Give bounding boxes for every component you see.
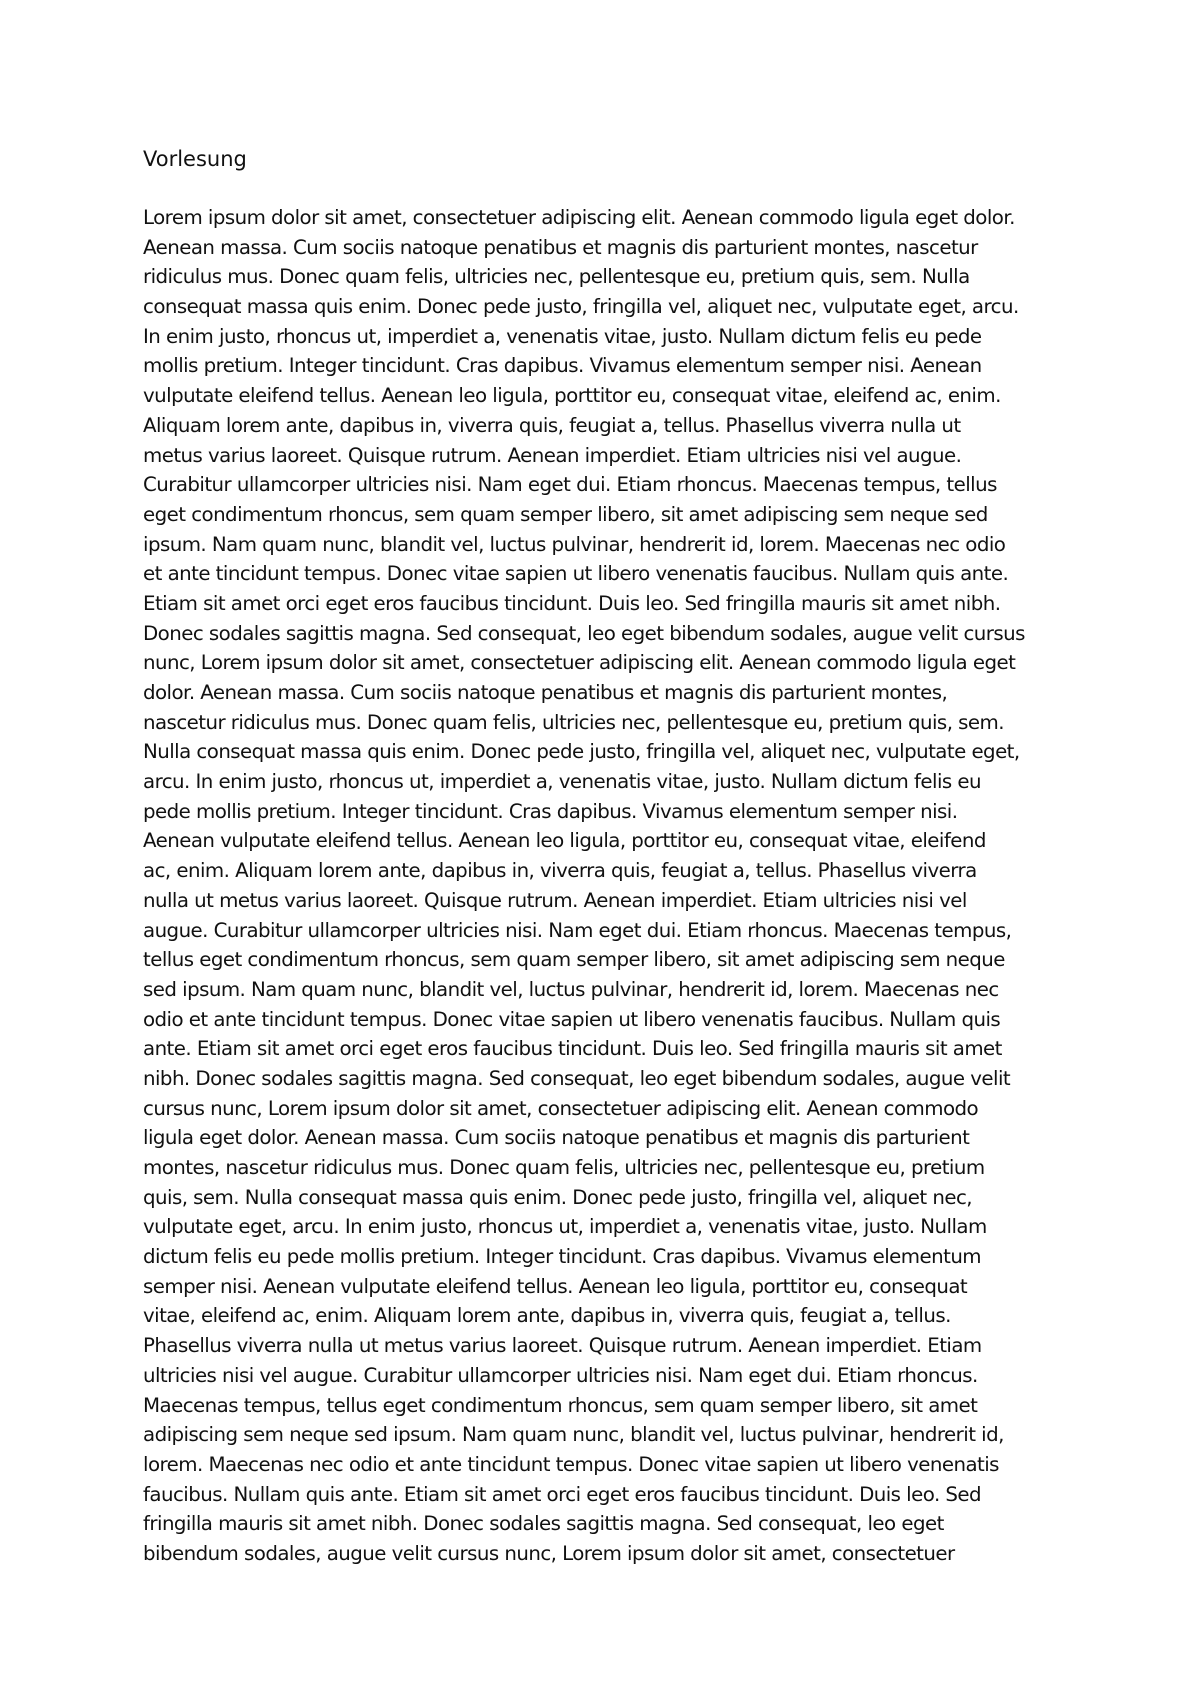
body-text-line: vitae, eleifend ac, enim. Aliquam lorem ante, dapibus in, viverra quis, feugiat a, tellus. bbox=[143, 1304, 951, 1328]
body-text-line: consequat massa quis enim. Donec pede justo, fringilla vel, aliquet nec, vulputate eget, arcu. bbox=[143, 295, 1019, 319]
body-text-line: ultricies nisi vel augue. Curabitur ullamcorper ultricies nisi. Nam eget dui. Etiam rhoncus. bbox=[143, 1363, 978, 1387]
body-text-line: augue. Curabitur ullamcorper ultricies nisi. Nam eget dui. Etiam rhoncus. Maecenas tempus, bbox=[143, 918, 1012, 942]
body-text-line: odio et ante tincidunt tempus. Donec vitae sapien ut libero venenatis faucibus. Nullam quis bbox=[143, 1007, 1001, 1031]
body-text-line: Lorem ipsum dolor sit amet, consectetuer adipiscing elit. Aenean commodo ligula eget dolor. bbox=[143, 206, 1015, 229]
body-text-line: ac, enim. Aliquam lorem ante, dapibus in, viverra quis, feugiat a, tellus. Phasellus viverra bbox=[143, 859, 977, 883]
body-text-line: nascetur ridiculus mus. Donec quam felis, ultricies nec, pellentesque eu, pretium quis, sem. bbox=[143, 710, 1004, 734]
body-text-line: mollis pretium. Integer tincidunt. Cras dapibus. Vivamus elementum semper nisi. Aenean bbox=[143, 354, 982, 378]
body-text-line: adipiscing sem neque sed ipsum. Nam quam nunc, blandit vel, luctus pulvinar, hendrerit id, bbox=[143, 1423, 1004, 1447]
body-text-line: ligula eget dolor. Aenean massa. Cum sociis natoque penatibus et magnis dis parturient bbox=[143, 1126, 970, 1150]
body-text-line: pede mollis pretium. Integer tincidunt. Cras dapibus. Vivamus elementum semper nisi. bbox=[143, 799, 958, 823]
body-text-line: vulputate eleifend tellus. Aenean leo ligula, porttitor eu, consequat vitae, eleifend ac, enim. bbox=[143, 384, 1001, 408]
body-text-line: semper nisi. Aenean vulputate eleifend tellus. Aenean leo ligula, porttitor eu, consequat bbox=[143, 1274, 968, 1298]
document-body bbox=[143, 203, 1083, 1569]
body-text-line: eget condimentum rhoncus, sem quam semper libero, sit amet adipiscing sem neque sed bbox=[143, 502, 988, 526]
body-text-line: arcu. In enim justo, rhoncus ut, imperdiet a, venenatis vitae, justo. Nullam dictum felis eu bbox=[143, 770, 982, 794]
body-text-line: ridiculus mus. Donec quam felis, ultricies nec, pellentesque eu, pretium quis, sem. Nulla bbox=[143, 265, 970, 289]
body-text-line: Nulla consequat massa quis enim. Donec pede justo, fringilla vel, aliquet nec, vulputate eget, bbox=[143, 740, 1020, 764]
body-text-line: nibh. Donec sodales sagittis magna. Sed consequat, leo eget bibendum sodales, augue velit bbox=[143, 1066, 1011, 1090]
body-text-line: tellus eget condimentum rhoncus, sem quam semper libero, sit amet adipiscing sem neque bbox=[143, 948, 1005, 972]
body-text-line: dictum felis eu pede mollis pretium. Integer tincidunt. Cras dapibus. Vivamus elementum bbox=[143, 1245, 982, 1269]
body-text-line: In enim justo, rhoncus ut, imperdiet a, venenatis vitae, justo. Nullam dictum felis eu pede bbox=[143, 324, 982, 348]
body-text-line: Aenean massa. Cum sociis natoque penatibus et magnis dis parturient montes, nascetur bbox=[143, 235, 978, 259]
body-text-line: Donec sodales sagittis magna. Sed consequat, leo eget bibendum sodales, augue velit cursus bbox=[143, 621, 1025, 645]
body-text-line: metus varius laoreet. Quisque rutrum. Aenean imperdiet. Etiam ultricies nisi vel augue. bbox=[143, 443, 962, 467]
body-text-line: quis, sem. Nulla consequat massa quis enim. Donec pede justo, fringilla vel, aliquet nec, bbox=[143, 1185, 973, 1209]
body-text-line: Curabitur ullamcorper ultricies nisi. Nam eget dui. Etiam rhoncus. Maecenas tempus, tellus bbox=[143, 473, 997, 497]
body-text-line: et ante tincidunt tempus. Donec vitae sapien ut libero venenatis faucibus. Nullam quis ante. bbox=[143, 562, 1009, 586]
body-text-line: nunc, Lorem ipsum dolor sit amet, consectetuer adipiscing elit. Aenean commodo ligula eget bbox=[143, 651, 1016, 675]
body-text-line: Phasellus viverra nulla ut metus varius laoreet. Quisque rutrum. Aenean imperdiet. Etiam bbox=[143, 1334, 982, 1358]
body-text-line: faucibus. Nullam quis ante. Etiam sit amet orci eget eros faucibus tincidunt. Duis leo. Sed bbox=[143, 1482, 982, 1506]
body-text-line: montes, nascetur ridiculus mus. Donec quam felis, ultricies nec, pellentesque eu, pretium bbox=[143, 1156, 985, 1179]
document-title: Vorlesung bbox=[143, 147, 247, 171]
body-text-line: ipsum. Nam quam nunc, blandit vel, luctus pulvinar, hendrerit id, lorem. Maecenas nec odio bbox=[143, 532, 1006, 556]
body-text-line: nulla ut metus varius laoreet. Quisque rutrum. Aenean imperdiet. Etiam ultricies nisi vel bbox=[143, 888, 967, 912]
body-text-line: cursus nunc, Lorem ipsum dolor sit amet, consectetuer adipiscing elit. Aenean commodo bbox=[143, 1096, 979, 1120]
body-text-line: lorem. Maecenas nec odio et ante tincidunt tempus. Donec vitae sapien ut libero venenatis bbox=[143, 1452, 999, 1476]
body-text-line: Aliquam lorem ante, dapibus in, viverra quis, feugiat a, tellus. Phasellus viverra nulla ut bbox=[143, 413, 961, 437]
body-text-line: Aenean vulputate eleifend tellus. Aenean leo ligula, porttitor eu, consequat vitae, eleifend bbox=[143, 829, 986, 853]
body-text-line: Etiam sit amet orci eget eros faucibus tincidunt. Duis leo. Sed fringilla mauris sit amet nibh. bbox=[143, 591, 1001, 615]
body-text-line: bibendum sodales, augue velit cursus nunc, Lorem ipsum dolor sit amet, consectetuer bbox=[143, 1541, 955, 1565]
body-text-line: sed ipsum. Nam quam nunc, blandit vel, luctus pulvinar, hendrerit id, lorem. Maecenas nec bbox=[143, 977, 999, 1001]
body-text-line: Maecenas tempus, tellus eget condimentum rhoncus, sem quam semper libero, sit amet bbox=[143, 1393, 978, 1417]
body-text-line: fringilla mauris sit amet nibh. Donec sodales sagittis magna. Sed consequat, leo eget bbox=[143, 1512, 944, 1536]
body-text-line: ante. Etiam sit amet orci eget eros faucibus tincidunt. Duis leo. Sed fringilla mauris sit amet bbox=[143, 1037, 1002, 1061]
body-text-line: dolor. Aenean massa. Cum sociis natoque penatibus et magnis dis parturient montes, bbox=[143, 681, 948, 704]
body-text-line: vulputate eget, arcu. In enim justo, rhoncus ut, imperdiet a, venenatis vitae, justo. Nullam bbox=[143, 1215, 987, 1239]
